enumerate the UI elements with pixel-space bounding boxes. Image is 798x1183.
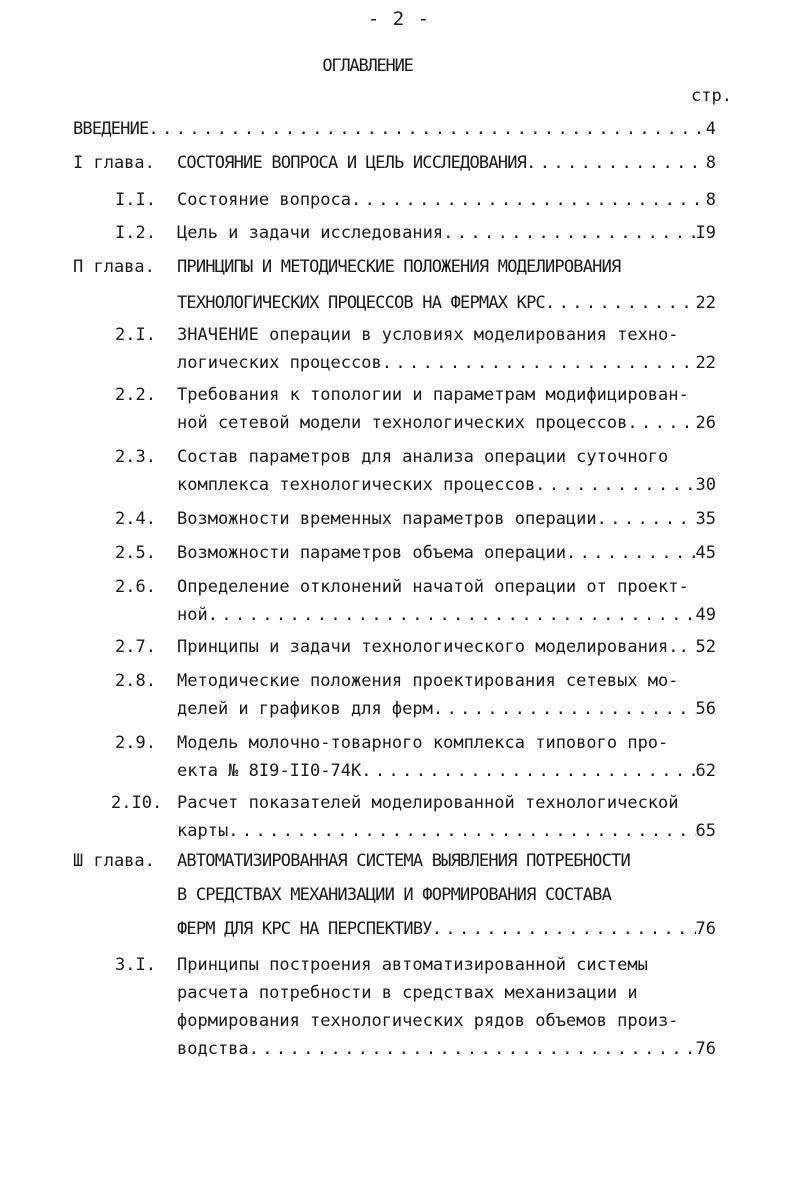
toc-page-number: 35 [695,509,716,529]
toc-entry-last-line [177,820,716,842]
toc-entry-number: I.I. [115,190,156,210]
toc-entry-number: 2.I. [115,325,156,345]
toc-entry-number: П глава. [73,257,155,277]
toc-page-number: 49 [695,605,716,625]
toc-entry-last-line [177,698,716,720]
toc-entry-text: ТЕХНОЛОГИЧЕСКИХ ПРОЦЕССОВ НА ФЕРМАХ КРС [177,293,545,313]
toc-entry-text: Возможности временных параметров операции [177,509,597,529]
toc-entry-text: Состояние вопроса [177,190,351,210]
toc-entry-text: ной [177,605,208,625]
toc-page-number: 45 [695,543,716,563]
toc-entry-line: ПРИНЦИПЫ И МЕТОДИЧЕСКИЕ ПОЛОЖЕНИЯ МОДЕЛИРОВАНИЯ [177,257,621,277]
toc-entry-last-line [177,760,716,782]
toc-page-number: 56 [695,699,716,719]
toc-entry-line: Методические положения проектирования сетевых мо- [177,671,679,691]
dot-leader [526,152,706,174]
dot-leader [597,508,696,530]
dot-leader [351,189,706,211]
toc-entry-number: 2.4. [115,509,156,529]
dot-leader [208,604,696,626]
toc-entry-number: 2.3. [115,447,156,467]
toc-page-number: 65 [695,821,716,841]
toc-page-number: 76 [695,1039,716,1059]
toc-entry-line: Определение отклонений начатой операции от проект- [177,577,689,597]
toc-entry-last-line [177,412,716,434]
toc-entry-line: Принципы построения автоматизированной системы [177,955,648,975]
toc-entry-last-line [73,118,716,140]
toc-entry-line: ЗНАЧЕНИЕ операции в условиях моделирования техно- [177,325,679,345]
toc-entry-number: Ш глава. [73,851,155,871]
dot-leader [249,1038,696,1060]
dot-leader [148,118,705,140]
toc-entry-line: Требования к топологии и параметрам модифицирован- [177,385,689,405]
toc-entry-text: СОСТОЯНИЕ ВОПРОСА И ЦЕЛЬ ИССЛЕДОВАНИЯ [177,153,527,173]
toc-page-number: 76 [695,919,716,939]
toc-entry-number: I глава. [73,153,155,173]
toc-entry-text: Возможности параметров объема операции [177,543,566,563]
toc-entry-line: формирования технологических рядов объемов произ- [177,1011,679,1031]
dot-leader [627,412,695,434]
dot-leader [382,352,696,374]
page-number: - 2 - [367,8,431,30]
toc-entry-last-line [177,508,716,530]
toc-entry-last-line [177,918,716,940]
dot-leader [566,542,696,564]
dot-leader [228,820,695,842]
toc-entry-text: екта № 8I9-II0-74К [177,761,362,781]
toc-entry-last-line [177,604,716,626]
dot-leader [535,474,695,496]
toc-entry-text: делей и графиков для ферм [177,699,433,719]
toc-entry-text: карты [177,821,229,841]
toc-entry-text: комплекса технологических процессов [177,475,536,495]
toc-entry-last-line [177,152,716,174]
toc-page-number: 4 [705,119,716,139]
toc-entry-number: 2.8. [115,671,156,691]
toc-page-number: I9 [695,223,716,243]
toc-entry-last-line [177,222,716,244]
toc-entry-last-line [177,542,716,564]
toc-entry-number: 2.9. [115,733,156,753]
toc-page-number: 22 [695,293,716,313]
toc-entry-text: ФЕРМ ДЛЯ КРС НА ПЕРСПЕКТИВУ [177,919,432,939]
toc-entry-text: логических процессов [177,353,382,373]
toc-entry-line: Состав параметров для анализа операции суточного [177,447,669,467]
toc-entry-number: 2.5. [115,543,156,563]
toc-entry-line: АВТОМАТИЗИРОВАННАЯ СИСТЕМА ВЫЯВЛЕНИЯ ПОТРЕБНОСТИ [177,851,630,871]
toc-entry-number: I.2. [115,223,156,243]
dot-leader [361,760,695,782]
page-title: ОГЛАВЛЕНИЕ [322,56,413,76]
toc-entry-last-line [177,189,716,211]
toc-entry-number: 2.6. [115,577,156,597]
toc-entry-line: Модель молочно-товарного комплекса типового про- [177,733,669,753]
dot-leader [545,292,696,314]
toc-entry-text: ВВЕДЕНИЕ [73,119,149,139]
toc-entry-line: Расчет показателей моделированной технологической [177,793,679,813]
toc-page-number: 52 [695,637,716,657]
toc-entry-last-line [177,352,716,374]
toc-entry-last-line [177,474,716,496]
toc-page-number: 8 [705,190,716,210]
toc-entry-number: 2.2. [115,385,156,405]
dot-leader [443,222,695,244]
page-column-label: стр. [691,86,732,106]
toc-page-number: 30 [695,475,716,495]
dot-leader [679,636,696,658]
toc-entry-last-line [177,636,716,658]
toc-entry-text: Цель и задачи исследования [177,223,444,243]
toc-entry-number: 3.I. [115,955,156,975]
toc-entry-number: 2.I0. [111,793,163,813]
toc-entry-last-line [177,1038,716,1060]
dot-leader [432,918,696,940]
toc-page-number: 22 [695,353,716,373]
toc-entry-text: ной сетевой модели технологических процессов [177,413,628,433]
toc-entry-line: расчета потребности в средствах механизации и [177,983,638,1003]
toc-page-number: 26 [695,413,716,433]
toc-entry-text: Принципы и задачи технологического моделирования. [177,637,679,657]
toc-entry-number: 2.7. [115,637,156,657]
toc-page-number: 8 [705,153,716,173]
toc-entry-line: В СРЕДСТВАХ МЕХАНИЗАЦИИ И ФОРМИРОВАНИЯ СОСТАВА [177,885,612,905]
toc-entry-last-line [177,292,716,314]
toc-entry-text: водства [177,1039,249,1059]
toc-page-number: 62 [695,761,716,781]
dot-leader [433,698,696,720]
